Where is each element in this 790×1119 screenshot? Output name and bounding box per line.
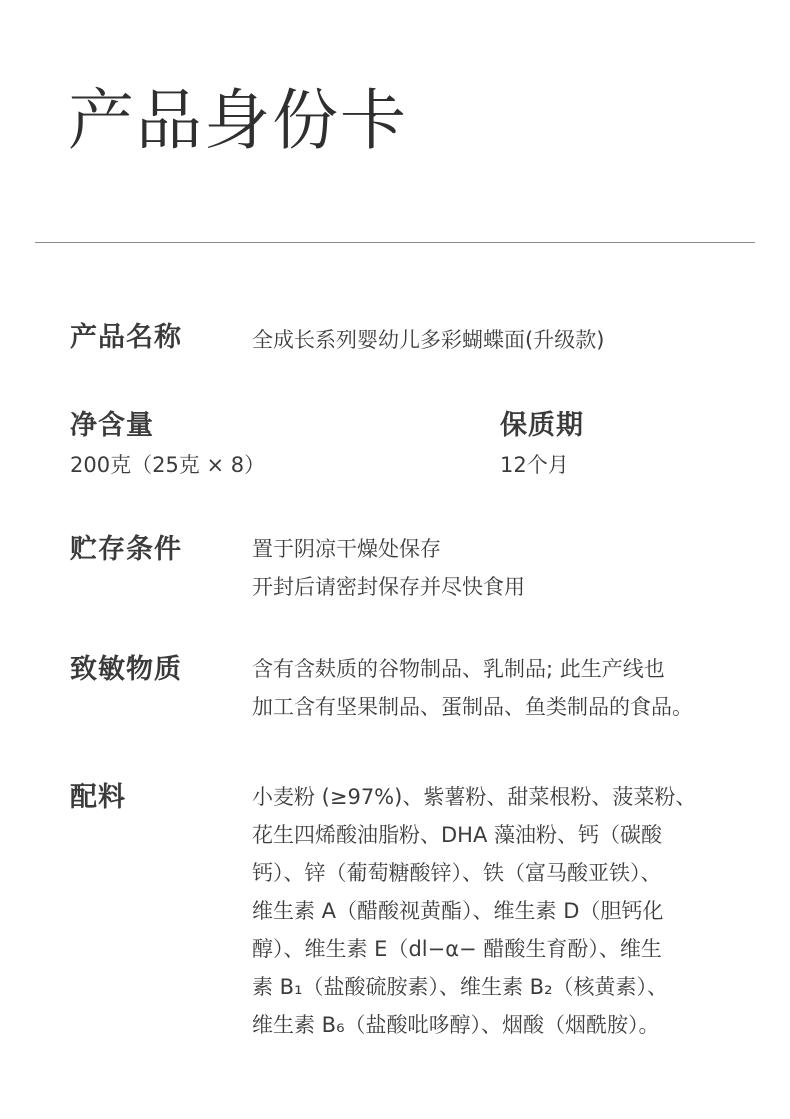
ingredients-line: 钙）、锌（葡萄糖酸锌）、铁（富马酸亚铁）、 bbox=[252, 861, 662, 885]
allergens-line: 加工含有坚果制品、蛋制品、鱼类制品的食品。 bbox=[252, 695, 693, 719]
ingredients-value bbox=[252, 778, 696, 1044]
storage-label: 贮存条件 bbox=[70, 534, 182, 565]
product-name-label: 产品名称 bbox=[70, 322, 182, 353]
storage-line: 置于阴凉干燥处保存 bbox=[252, 537, 441, 561]
ingredients-line: 醇）、维生素 E（dl−α− 醋酸生育酚）、维生 bbox=[252, 937, 662, 961]
storage-line: 开封后请密封保存并尽快食用 bbox=[252, 575, 525, 599]
ingredients-label: 配料 bbox=[70, 782, 126, 813]
storage-value bbox=[252, 530, 525, 606]
net-content-value: 200克（25克 × 8） bbox=[70, 453, 266, 477]
ingredients-line: 花生四烯酸油脂粉、DHA 藻油粉、钙（碳酸 bbox=[252, 823, 663, 847]
product-name-value: 全成长系列婴幼儿多彩蝴蝶面(升级款) bbox=[252, 328, 605, 352]
ingredients-line: 维生素 B₆（盐酸吡哆醇）、烟酸（烟酰胺）。 bbox=[252, 1013, 660, 1037]
shelf-life-label: 保质期 bbox=[500, 410, 584, 441]
allergens-value bbox=[252, 650, 693, 726]
allergens-label: 致敏物质 bbox=[70, 654, 182, 685]
page-title: 产品身份卡 bbox=[68, 82, 408, 159]
ingredients-line: 素 B₁（盐酸硫胺素）、维生素 B₂（核黄素）、 bbox=[252, 975, 668, 999]
allergens-line: 含有含麸质的谷物制品、乳制品; 此生产线也 bbox=[252, 657, 665, 681]
shelf-life-value: 12个月 bbox=[500, 453, 569, 477]
title-divider bbox=[35, 242, 755, 243]
ingredients-line: 小麦粉 (≥97%)、紫薯粉、甜菜根粉、菠菜粉、 bbox=[252, 785, 697, 809]
net-content-label: 净含量 bbox=[70, 410, 154, 441]
ingredients-line: 维生素 A（醋酸视黄酯）、维生素 D（胆钙化 bbox=[252, 899, 664, 923]
